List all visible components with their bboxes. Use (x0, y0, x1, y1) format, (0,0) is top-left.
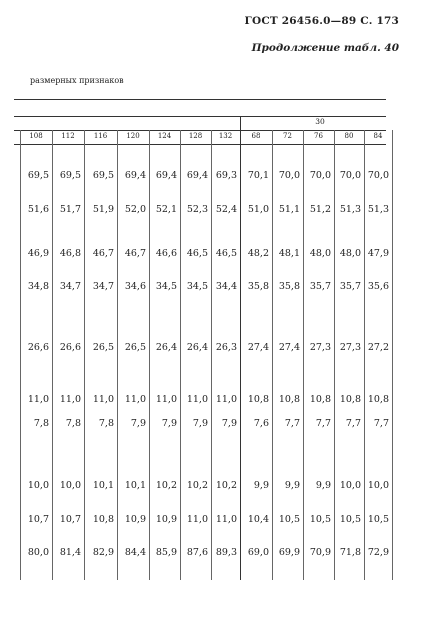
table-cell: 7,9 (192, 418, 208, 429)
table-cell: 7,7 (373, 418, 389, 429)
table-cell: 7,7 (345, 418, 361, 429)
table-cell: 85,9 (155, 547, 177, 558)
table-cell: 10,8 (247, 394, 269, 405)
table-cell: 10,4 (247, 514, 269, 525)
table-cell: 10,2 (186, 480, 208, 491)
column-header: 120 (126, 132, 140, 140)
table-cell: 35,7 (339, 281, 361, 292)
table-cell: 11,0 (215, 394, 237, 405)
column-header: 124 (157, 132, 172, 140)
table-cell: 51,2 (309, 204, 331, 215)
table-cell: 35,6 (367, 281, 389, 292)
table-cell: 46,9 (27, 248, 49, 259)
table-cell: 7,8 (33, 418, 49, 429)
column-divider (180, 130, 181, 580)
table-cell: 34,7 (92, 281, 114, 292)
table-cell: 10,0 (339, 480, 361, 491)
table-cell: 70,0 (278, 170, 300, 181)
table-cell: 9,9 (253, 480, 269, 491)
table-cell: 34,4 (215, 281, 237, 292)
column-header: 128 (188, 132, 203, 140)
table-cell: 10,2 (215, 480, 237, 491)
table-cell: 70,9 (309, 547, 331, 558)
table-cell: 46,5 (215, 248, 237, 259)
column-divider (240, 130, 241, 580)
table-cell: 51,3 (339, 204, 361, 215)
table-cell: 34,5 (155, 281, 177, 292)
table-cell: 26,5 (124, 342, 146, 353)
column-header: 112 (61, 132, 75, 140)
table-cell: 7,7 (315, 418, 331, 429)
table-cell: 7,8 (65, 418, 81, 429)
table-cell: 10,5 (339, 514, 361, 525)
column-divider (334, 130, 335, 580)
table-cell: 87,6 (186, 547, 208, 558)
table-cell: 69,5 (92, 170, 114, 181)
table-cell: 26,4 (186, 342, 208, 353)
table-cell: 10,5 (309, 514, 331, 525)
table-cell: 35,8 (247, 281, 269, 292)
table-cell: 10,9 (155, 514, 177, 525)
table-cell: 35,7 (309, 281, 331, 292)
table-cell: 7,9 (221, 418, 237, 429)
table-cell: 80,0 (27, 547, 49, 558)
group-separator (240, 116, 241, 130)
table-cell: 51,0 (247, 204, 269, 215)
table-cell: 51,3 (367, 204, 389, 215)
table-cell: 34,8 (27, 281, 49, 292)
table-cell: 11,0 (186, 514, 208, 525)
table-cell: 46,7 (92, 248, 114, 259)
table-cell: 70,0 (367, 170, 389, 181)
table-cell: 11,0 (124, 394, 146, 405)
table-cell: 52,1 (155, 204, 177, 215)
table-cell: 10,7 (27, 514, 49, 525)
table-cell: 51,1 (278, 204, 300, 215)
table-cell: 84,4 (124, 547, 146, 558)
table-cell: 7,7 (284, 418, 300, 429)
column-divider (392, 130, 393, 580)
table-cell: 10,7 (59, 514, 81, 525)
table-cell: 72,9 (367, 547, 389, 558)
table-cell: 34,5 (186, 281, 208, 292)
column-divider (272, 130, 273, 580)
table-cell: 10,0 (59, 480, 81, 491)
table-cell: 10,5 (278, 514, 300, 525)
table-cell: 10,0 (367, 480, 389, 491)
table-cell: 11,0 (59, 394, 81, 405)
column-header: 76 (314, 132, 323, 140)
column-group-label: 30 (315, 117, 325, 126)
table-cell: 81,4 (59, 547, 81, 558)
table-cell: 69,5 (59, 170, 81, 181)
table-cell: 70,0 (309, 170, 331, 181)
table-cell: 69,9 (278, 547, 300, 558)
table-cell: 52,0 (124, 204, 146, 215)
table-cell: 35,8 (278, 281, 300, 292)
column-header: 72 (283, 132, 292, 140)
table-cell: 52,3 (186, 204, 208, 215)
table-cell: 26,5 (92, 342, 114, 353)
table-cell: 69,5 (27, 170, 49, 181)
table-subtitle: размерных признаков (30, 76, 124, 85)
table-cell: 9,9 (315, 480, 331, 491)
table-cell: 46,8 (59, 248, 81, 259)
table-header-rule (14, 130, 386, 131)
table-cell: 10,1 (92, 480, 114, 491)
table-cell: 46,5 (186, 248, 208, 259)
table-header-bottom-rule (14, 144, 386, 145)
document-title: ГОСТ 26456.0—89 С. 173 (244, 15, 399, 27)
table-cell: 10,8 (339, 394, 361, 405)
table-cell: 11,0 (155, 394, 177, 405)
column-divider (84, 130, 85, 580)
table-cell: 7,9 (161, 418, 177, 429)
table-cell: 27,2 (367, 342, 389, 353)
table-cell: 10,8 (92, 514, 114, 525)
table-cell: 51,7 (59, 204, 81, 215)
table-cell: 26,6 (59, 342, 81, 353)
column-divider (117, 130, 118, 580)
table-cell: 48,0 (339, 248, 361, 259)
table-cell: 52,4 (215, 204, 237, 215)
table-cell: 10,0 (27, 480, 49, 491)
table-cell: 48,1 (278, 248, 300, 259)
table-cell: 69,4 (186, 170, 208, 181)
table-cell: 7,6 (253, 418, 269, 429)
table-cell: 10,8 (367, 394, 389, 405)
column-divider (52, 130, 53, 580)
table-cell: 47,9 (367, 248, 389, 259)
table-cell: 10,9 (124, 514, 146, 525)
table-cell: 26,3 (215, 342, 237, 353)
table-cell: 27,3 (339, 342, 361, 353)
column-divider (211, 130, 212, 580)
column-header: 80 (344, 132, 354, 140)
column-header: 116 (93, 132, 108, 140)
table-continuation-caption: Продолжение табл. 40 (251, 42, 399, 54)
table-cell: 70,0 (339, 170, 361, 181)
table-cell: 51,6 (27, 204, 49, 215)
column-divider (364, 130, 365, 580)
table-cell: 71,8 (339, 547, 361, 558)
table-cell: 9,9 (284, 480, 300, 491)
table-cell: 69,4 (124, 170, 146, 181)
table-cell: 48,0 (309, 248, 331, 259)
table-cell: 10,2 (155, 480, 177, 491)
table-cell: 10,8 (278, 394, 300, 405)
table-cell: 11,0 (186, 394, 208, 405)
table-cell: 7,8 (98, 418, 114, 429)
table-cell: 89,3 (215, 547, 237, 558)
table-cell: 26,6 (27, 342, 49, 353)
table-cell: 10,5 (367, 514, 389, 525)
table-cell: 34,7 (59, 281, 81, 292)
table-cell: 46,6 (155, 248, 177, 259)
table-cell: 48,2 (247, 248, 269, 259)
table-cell: 69,4 (155, 170, 177, 181)
table-cell: 27,3 (309, 342, 331, 353)
table-cell: 70,1 (247, 170, 269, 181)
column-header: 132 (218, 132, 233, 140)
table-cell: 7,9 (130, 418, 146, 429)
table-cell: 82,9 (92, 547, 114, 558)
table-cell: 27,4 (278, 342, 300, 353)
table-cell: 27,4 (247, 342, 269, 353)
column-divider (149, 130, 150, 580)
table-cell: 69,0 (247, 547, 269, 558)
table-cell: 46,7 (124, 248, 146, 259)
table-cell: 26,4 (155, 342, 177, 353)
column-header: 68 (251, 132, 261, 140)
column-divider (20, 130, 21, 580)
table-cell: 51,9 (92, 204, 114, 215)
table-top-rule (14, 99, 386, 100)
table-cell: 10,8 (309, 394, 331, 405)
table-cell: 11,0 (92, 394, 114, 405)
table-cell: 10,1 (124, 480, 146, 491)
table-cell: 69,3 (215, 170, 237, 181)
table-cell: 11,0 (27, 394, 49, 405)
column-header: 108 (29, 132, 43, 140)
column-divider (303, 130, 304, 580)
table-cell: 34,6 (124, 281, 146, 292)
table-cell: 11,0 (215, 514, 237, 525)
column-header: 84 (373, 132, 383, 140)
